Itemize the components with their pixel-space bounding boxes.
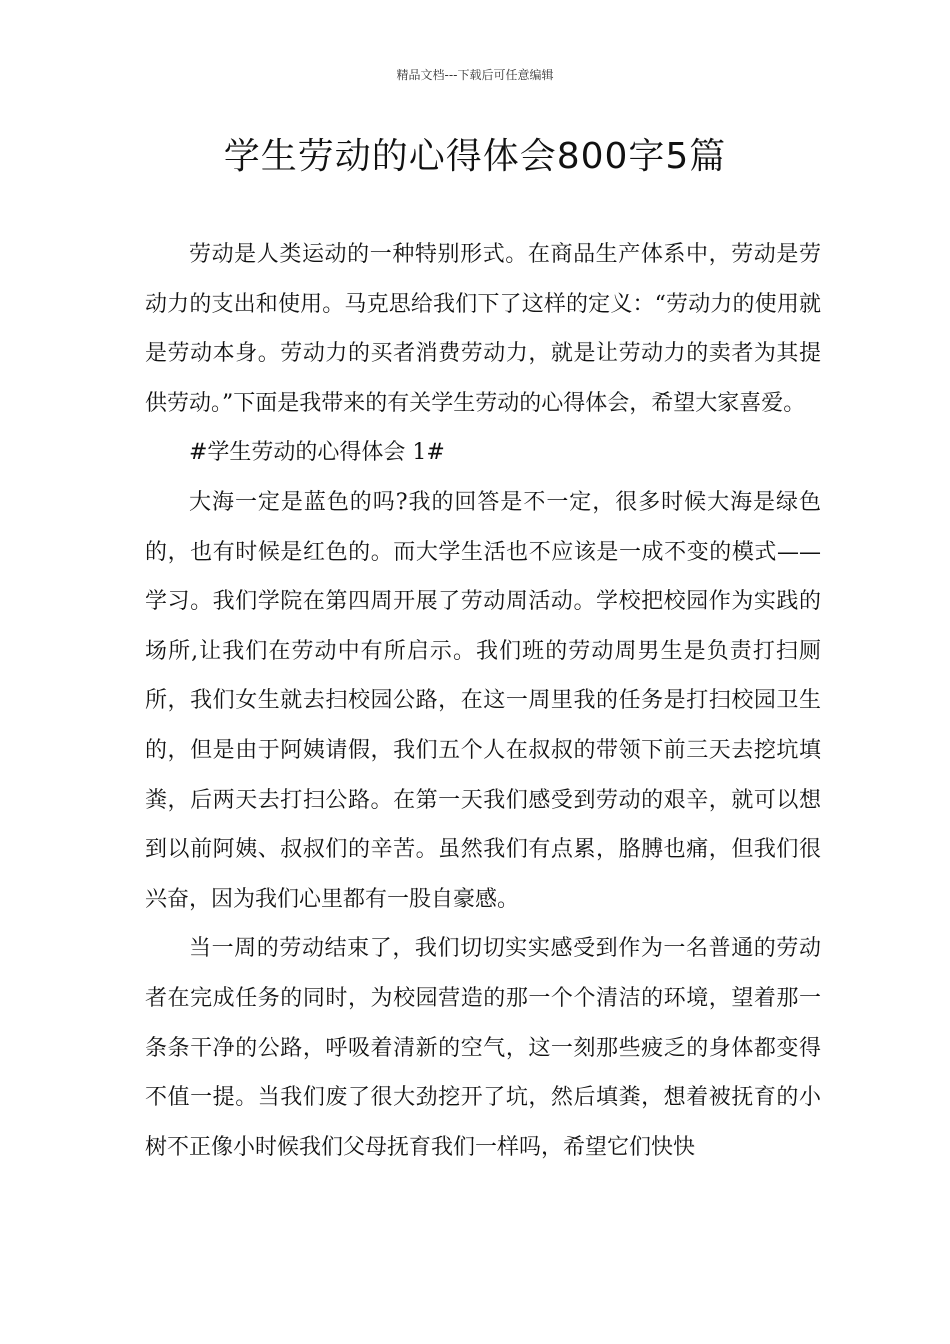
section-heading: #学生劳动的心得体会 1# (189, 440, 445, 466)
page-header-note: 精品文档---下载后可任意编辑 (396, 68, 554, 82)
paragraph-intro: 劳动是人类运动的一种特别形式。在商品生产体系中，劳动是劳动力的支出和使用。马克思给我们下了这样的定义：“劳动力的使用就是劳动本身。劳动力的买者消费劳动力，就是让劳动力的卖者为其提供劳动。”下面是我带来的有关学生劳动的心得体会，希望大家喜爱。 (145, 242, 821, 416)
paragraph-2: 当一周的劳动结束了，我们切切实实感受到作为一名普通的劳动者在完成任务的同时，为校园营造的那一个个清洁的环境，望着那一条条干净的公路，呼吸着清新的空气，这一刻那些疲乏的身体都变得不值一提。当我们废了很大劲挖开了坑，然后填粪，想着被抚育的小树不正像小时候我们父母抚育我们一样吗，希望它们快快 (145, 936, 821, 1160)
document-body (145, 230, 821, 1172)
paragraph-1: 大海一定是蓝色的吗?我的回答是不一定，很多时候大海是绿色的，也有时候是红色的。而大学生活也不应该是一成不变的模式——学习。我们学院在第四周开展了劳动周活动。学校把校园作为实践的场所,让我们在劳动中有所启示。我们班的劳动周男生是负责打扫厕所，我们女生就去扫校园公路，在这一周里我的任务是打扫校园卫生的，但是由于阿姨请假，我们五个人在叔叔的带领下前三天去挖坑填粪，后两天去打扫公路。在第一天我们感受到劳动的艰辛，就可以想到以前阿姨、叔叔们的辛苦。虽然我们有点累，胳膊也痛，但我们很兴奋，因为我们心里都有一股自豪感。 (145, 489, 821, 912)
document-title: 学生劳动的心得体会800字5篇 (223, 136, 727, 177)
